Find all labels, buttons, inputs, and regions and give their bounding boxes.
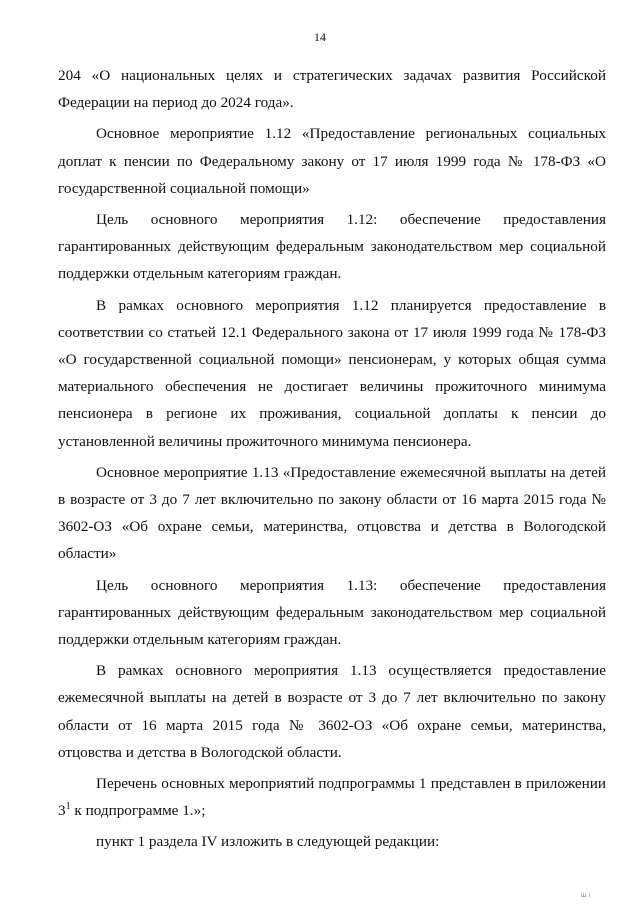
paragraph-measure-1-12-title: Основное мероприятие 1.12 «Предоставление региональных социальных доплат к пенсии по Федеральному закону от 17 июля 1999 года № 178-ФЗ «О государственной социальной помощи» <box>58 125 606 197</box>
paragraph-measure-1-13-title: Основное мероприятие 1.13 «Предоставление ежемесячной выплаты на детей в возрасте от 3 до 7 лет включительно по закону области от 16 марта 2015 года № 3602-ОЗ «Об охране семьи, материнства, отцовства и детства в Вологодской области» <box>58 463 606 563</box>
paragraph-measure-1-13-scope: В рамках основного мероприятия 1.13 осуществляется предоставление ежемесячной выплаты на детей в возрасте от 3 до 7 лет включительно по закону области от 16 марта 2015 года № 3602-ОЗ «Об охране семьи, материнства, отцовства и детства в Вологодской области. <box>58 662 606 761</box>
paragraph-measure-1-12-goal: Цель основного мероприятия 1.12: обеспечение предоставления гарантированных действующим федеральным законодательством мер социальной поддержки отдельным категориям граждан. <box>58 211 606 283</box>
measures-list-text-end: к подпрограмме 1.»; <box>70 802 206 820</box>
paragraph-measure-1-12-scope: В рамках основного мероприятия 1.12 планируется предоставление в соответствии со статьей 12.1 Федерального закона от 17 июля 1999 года № 178-ФЗ «О государственной социальной помощи» пенсионерам, у которых общая сумма материального обеспечения не достигает величины прожиточного минимума пенсионера в регионе их проживания, социальной доплаты к пенсии до установленной величины прожиточного минимума пенсионера. <box>58 296 606 450</box>
paragraph-continuation: 204 «О национальных целях и стратегических задачах развития Российской Федерации на период до 2024 года». <box>58 67 606 112</box>
paragraph-measure-1-13-goal: Цель основного мероприятия 1.13: обеспечение предоставления гарантированных действующим федеральным законодательством мер социальной поддержки отдельным категориям граждан. <box>58 576 606 649</box>
paragraph-amendment: пункт 1 раздела IV изложить в следующей редакции: <box>96 833 440 851</box>
paragraph-measures-list <box>58 770 606 824</box>
page-number: 14 <box>314 30 326 44</box>
superscript: 1 <box>65 801 71 813</box>
measures-list-text: Перечень основных мероприятий подпрограммы 1 представлен в приложении 3 <box>58 775 606 820</box>
document-body <box>58 62 606 856</box>
corner-mark: ш і <box>580 892 590 899</box>
